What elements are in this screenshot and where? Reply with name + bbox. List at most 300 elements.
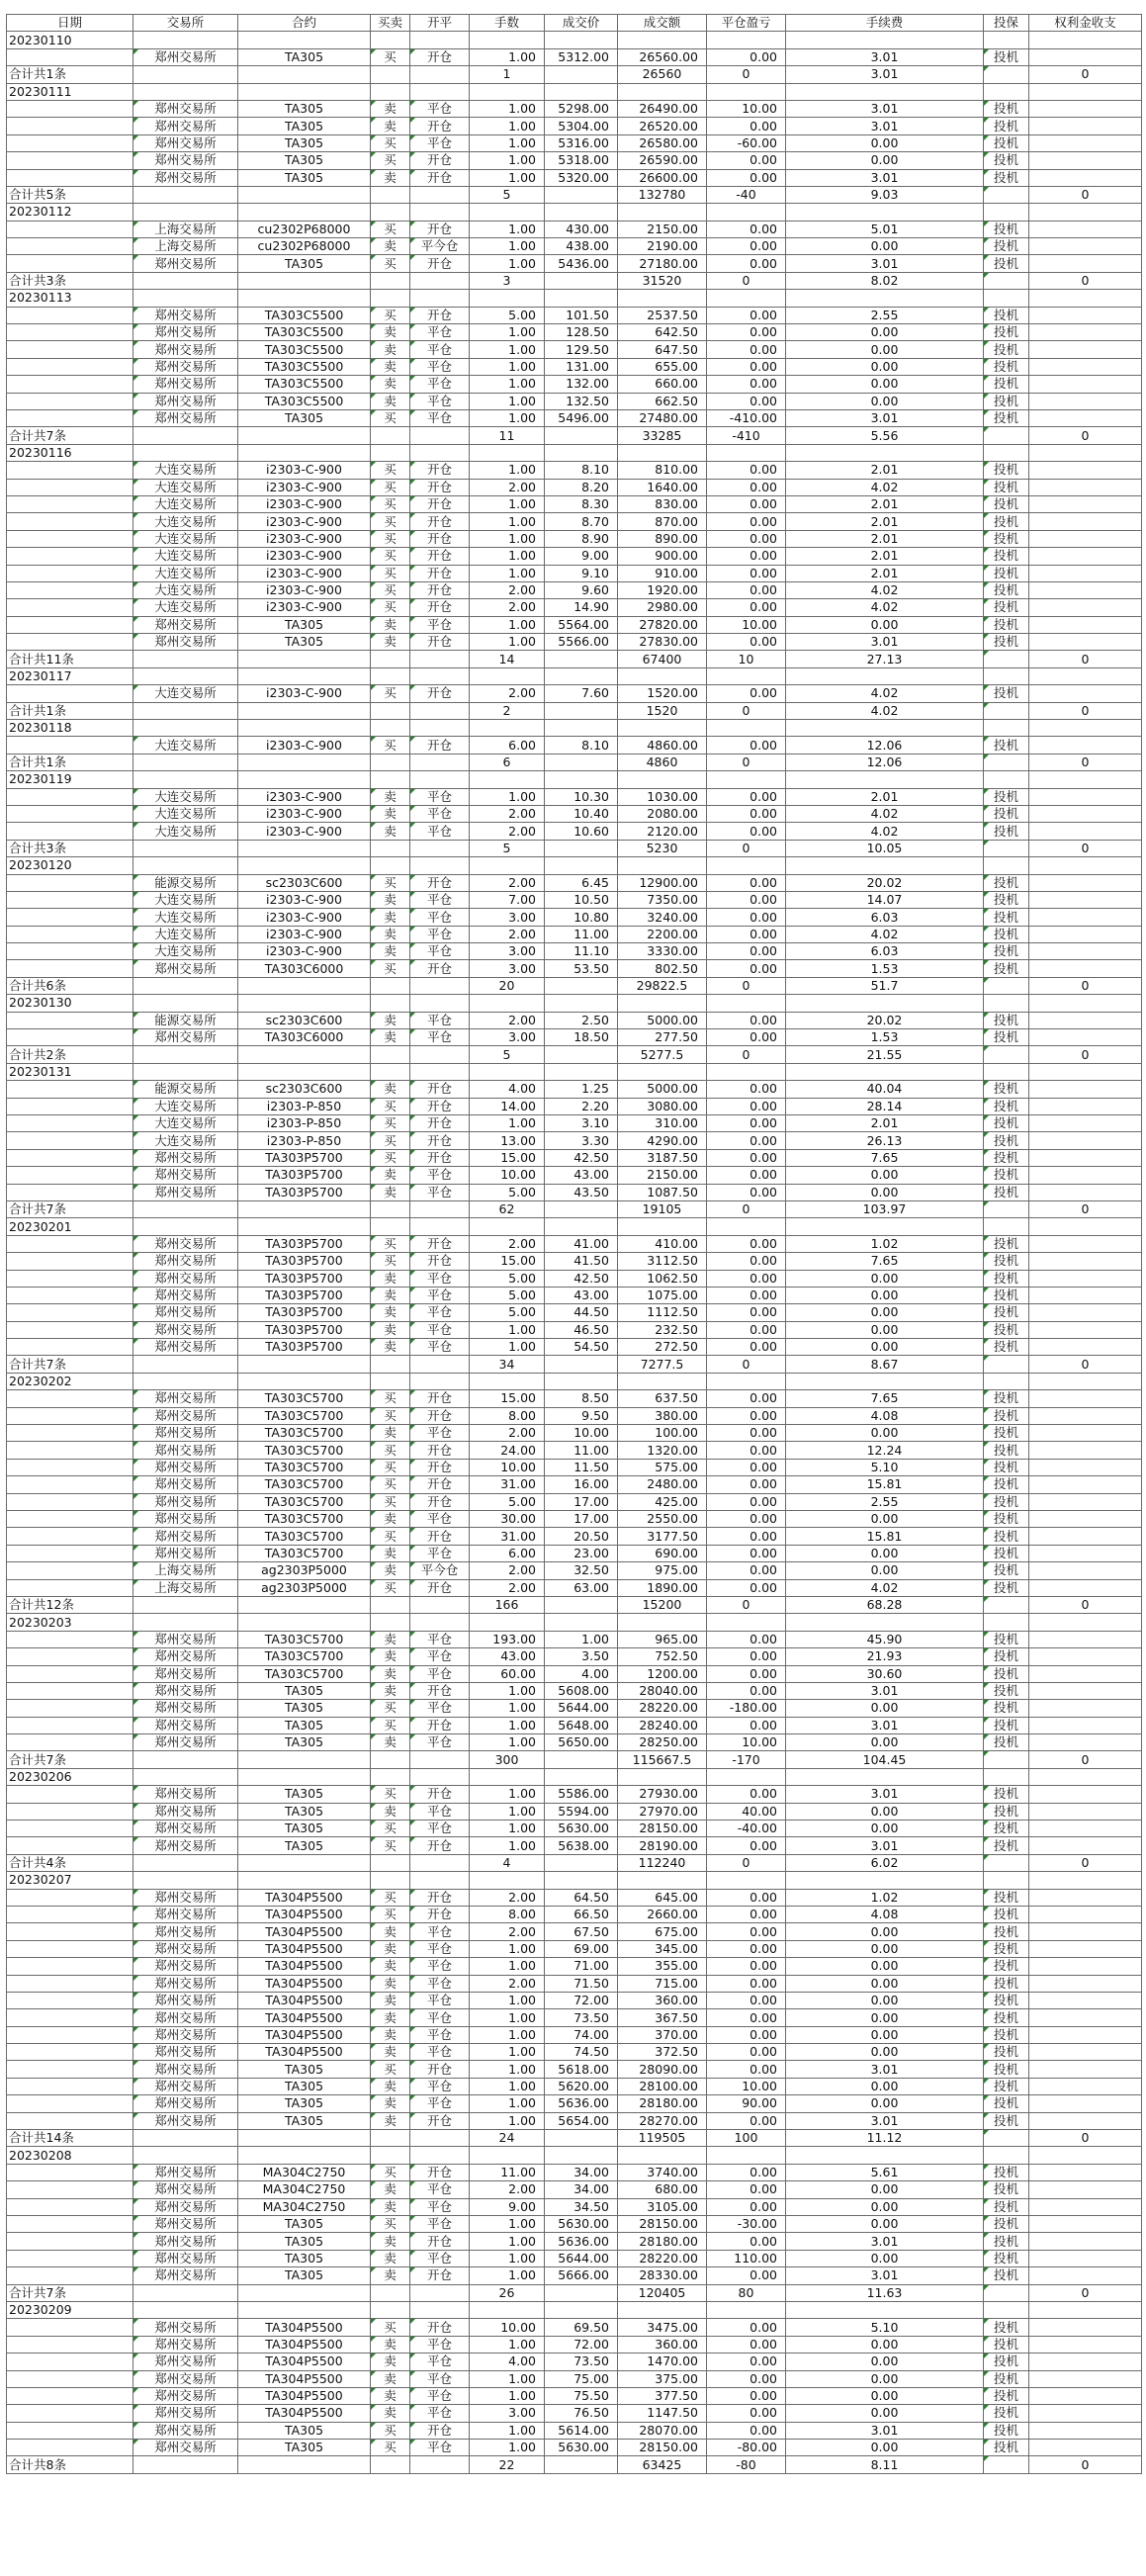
lots-cell: 1.00 bbox=[470, 2216, 545, 2233]
empty-cell bbox=[371, 1373, 410, 1389]
pnl-cell: 0.00 bbox=[707, 1115, 786, 1132]
lots-cell: 1.00 bbox=[470, 2026, 545, 2043]
pnl-cell: 0.00 bbox=[707, 479, 786, 495]
amount-cell: 272.50 bbox=[618, 1339, 707, 1356]
date-cell bbox=[7, 1906, 133, 1922]
openclose-cell: 平仓 bbox=[410, 1975, 470, 1992]
date-cell bbox=[7, 2198, 133, 2215]
lots-cell: 1.00 bbox=[470, 1786, 545, 1803]
contract-cell: i2303-C-900 bbox=[238, 599, 371, 616]
buysell-cell: 买 bbox=[371, 48, 410, 65]
openclose-cell: 开仓 bbox=[410, 169, 470, 186]
empty-cell bbox=[618, 83, 707, 100]
openclose-cell: 平仓 bbox=[410, 1734, 470, 1751]
hedge-cell: 投机 bbox=[984, 960, 1029, 977]
empty-cell bbox=[786, 1373, 984, 1389]
contract-cell: TA303C5700 bbox=[238, 1425, 371, 1442]
fee-cell: 1.02 bbox=[786, 1889, 984, 1906]
amount-cell: 2150.00 bbox=[618, 1167, 707, 1184]
pnl-cell: 0.00 bbox=[707, 2044, 786, 2061]
table-row bbox=[7, 100, 1142, 117]
premium-cell bbox=[1029, 2078, 1142, 2094]
openclose-cell: 开仓 bbox=[410, 1132, 470, 1149]
empty-cell bbox=[984, 1614, 1029, 1631]
empty-cell bbox=[707, 1373, 786, 1389]
table-row bbox=[7, 2216, 1142, 2233]
table-row bbox=[7, 2354, 1142, 2370]
premium-cell bbox=[1029, 462, 1142, 479]
col-price-header: 成交价 bbox=[545, 15, 618, 32]
hedge-cell: 投机 bbox=[984, 909, 1029, 926]
buysell-cell: 卖 bbox=[371, 2198, 410, 2215]
group-date: 20230117 bbox=[7, 667, 133, 684]
empty-cell bbox=[1029, 1872, 1142, 1889]
empty-cell bbox=[618, 1768, 707, 1785]
price-cell: 71.00 bbox=[545, 1958, 618, 1975]
lots-cell: 2.00 bbox=[470, 1425, 545, 1442]
subtotal-amount: 67400 bbox=[618, 651, 707, 667]
premium-cell bbox=[1029, 1459, 1142, 1475]
contract-cell: TA304P5500 bbox=[238, 2044, 371, 2061]
price-cell: 23.00 bbox=[545, 1545, 618, 1561]
price-cell: 1.00 bbox=[545, 1631, 618, 1647]
hedge-cell: 投机 bbox=[984, 152, 1029, 169]
amount-cell: 3105.00 bbox=[618, 2198, 707, 2215]
amount-cell: 802.50 bbox=[618, 960, 707, 977]
premium-cell bbox=[1029, 152, 1142, 169]
empty-cell bbox=[618, 1373, 707, 1389]
fee-cell: 0.00 bbox=[786, 376, 984, 393]
buysell-cell: 买 bbox=[371, 2440, 410, 2456]
table-row bbox=[7, 513, 1142, 530]
empty-cell bbox=[133, 66, 238, 83]
buysell-cell: 卖 bbox=[371, 1923, 410, 1940]
table-row bbox=[7, 1648, 1142, 1665]
hedge-cell: 投机 bbox=[984, 238, 1029, 255]
date-cell bbox=[7, 1012, 133, 1028]
subtotal-label: 合计共7条 bbox=[7, 1356, 133, 1373]
pnl-cell: 0.00 bbox=[707, 2181, 786, 2198]
empty-cell bbox=[371, 1751, 410, 1768]
subtotal-row bbox=[7, 272, 1142, 289]
group-date: 20230131 bbox=[7, 1063, 133, 1080]
fee-cell: 12.06 bbox=[786, 737, 984, 754]
buysell-cell: 买 bbox=[371, 2061, 410, 2078]
date-cell bbox=[7, 100, 133, 117]
contract-cell: TA303P5700 bbox=[238, 1339, 371, 1356]
amount-cell: 367.50 bbox=[618, 2009, 707, 2026]
subtotal-row bbox=[7, 754, 1142, 770]
exchange-cell: 大连交易所 bbox=[133, 495, 238, 512]
lots-cell: 7.00 bbox=[470, 891, 545, 908]
openclose-cell: 开仓 bbox=[410, 1149, 470, 1166]
fee-cell: 30.60 bbox=[786, 1665, 984, 1682]
table-row bbox=[7, 2095, 1142, 2112]
contract-cell: TA305 bbox=[238, 100, 371, 117]
pnl-cell: 0.00 bbox=[707, 513, 786, 530]
premium-cell bbox=[1029, 238, 1142, 255]
amount-cell: 870.00 bbox=[618, 513, 707, 530]
price-cell: 10.60 bbox=[545, 823, 618, 840]
premium-cell bbox=[1029, 1992, 1142, 2008]
empty-cell bbox=[545, 2456, 618, 2473]
subtotal-premium: 0 bbox=[1029, 66, 1142, 83]
exchange-cell: 郑州交易所 bbox=[133, 2422, 238, 2439]
empty-cell bbox=[133, 32, 238, 48]
col-fee-header: 手续费 bbox=[786, 15, 984, 32]
table-row bbox=[7, 805, 1142, 822]
lots-cell: 1.00 bbox=[470, 376, 545, 393]
empty-cell bbox=[618, 720, 707, 737]
contract-cell: sc2303C600 bbox=[238, 1012, 371, 1028]
buysell-cell: 卖 bbox=[371, 823, 410, 840]
contract-cell: TA304P5500 bbox=[238, 2319, 371, 2336]
openclose-cell: 平仓 bbox=[410, 2387, 470, 2404]
exchange-cell: 郑州交易所 bbox=[133, 1253, 238, 1270]
fee-cell: 7.65 bbox=[786, 1149, 984, 1166]
subtotal-pnl: -80 bbox=[707, 2456, 786, 2473]
buysell-cell: 买 bbox=[371, 2422, 410, 2439]
empty-cell bbox=[470, 2301, 545, 2318]
contract-cell: TA303C5700 bbox=[238, 1442, 371, 1459]
openclose-cell: 开仓 bbox=[410, 565, 470, 581]
empty-cell bbox=[371, 995, 410, 1012]
fee-cell: 15.81 bbox=[786, 1476, 984, 1493]
subtotal-fee: 27.13 bbox=[786, 651, 984, 667]
hedge-cell: 投机 bbox=[984, 616, 1029, 633]
date-cell bbox=[7, 1235, 133, 1252]
buysell-cell: 买 bbox=[371, 2164, 410, 2180]
openclose-cell: 平仓 bbox=[410, 1648, 470, 1665]
fee-cell: 3.01 bbox=[786, 2422, 984, 2439]
amount-cell: 642.50 bbox=[618, 324, 707, 341]
subtotal-fee: 5.56 bbox=[786, 427, 984, 444]
premium-cell bbox=[1029, 1837, 1142, 1854]
table-row bbox=[7, 2026, 1142, 2043]
price-cell: 4.00 bbox=[545, 1665, 618, 1682]
lots-cell: 1.00 bbox=[470, 1734, 545, 1751]
subtotal-lots: 300 bbox=[470, 1751, 545, 1768]
amount-cell: 375.00 bbox=[618, 2370, 707, 2387]
contract-cell: TA304P5500 bbox=[238, 1906, 371, 1922]
contract-cell: TA303P5700 bbox=[238, 1149, 371, 1166]
table-row bbox=[7, 1304, 1142, 1321]
price-cell: 5666.00 bbox=[545, 2267, 618, 2284]
pnl-cell: 0.00 bbox=[707, 1304, 786, 1321]
date-cell bbox=[7, 1786, 133, 1803]
empty-cell bbox=[371, 1063, 410, 1080]
hedge-cell: 投机 bbox=[984, 479, 1029, 495]
date-cell bbox=[7, 1132, 133, 1149]
exchange-cell: 大连交易所 bbox=[133, 581, 238, 598]
fee-cell: 2.55 bbox=[786, 1493, 984, 1510]
buysell-cell: 卖 bbox=[371, 2112, 410, 2129]
pnl-cell: 0.00 bbox=[707, 909, 786, 926]
pnl-cell: 0.00 bbox=[707, 1167, 786, 1184]
empty-cell bbox=[133, 1200, 238, 1217]
empty-cell bbox=[984, 32, 1029, 48]
pnl-cell: 0.00 bbox=[707, 495, 786, 512]
subtotal-hedge bbox=[984, 1200, 1029, 1217]
date-group-row bbox=[7, 32, 1142, 48]
exchange-cell: 郑州交易所 bbox=[133, 1992, 238, 2008]
hedge-cell: 投机 bbox=[984, 823, 1029, 840]
fee-cell: 45.90 bbox=[786, 1631, 984, 1647]
contract-cell: TA305 bbox=[238, 1700, 371, 1717]
contract-cell: i2303-P-850 bbox=[238, 1132, 371, 1149]
lots-cell: 2.00 bbox=[470, 1889, 545, 1906]
empty-cell bbox=[371, 2147, 410, 2164]
price-cell: 5608.00 bbox=[545, 1682, 618, 1699]
date-group-row bbox=[7, 1063, 1142, 1080]
subtotal-fee: 11.12 bbox=[786, 2130, 984, 2147]
openclose-cell: 开仓 bbox=[410, 1253, 470, 1270]
date-cell bbox=[7, 2112, 133, 2129]
fee-cell: 0.00 bbox=[786, 2354, 984, 2370]
price-cell: 129.50 bbox=[545, 341, 618, 358]
pnl-cell: 0.00 bbox=[707, 2422, 786, 2439]
premium-cell bbox=[1029, 1528, 1142, 1545]
premium-cell bbox=[1029, 2440, 1142, 2456]
hedge-cell: 投机 bbox=[984, 1476, 1029, 1493]
fee-cell: 12.24 bbox=[786, 1442, 984, 1459]
date-group-row bbox=[7, 995, 1142, 1012]
lots-cell: 13.00 bbox=[470, 1132, 545, 1149]
hedge-cell: 投机 bbox=[984, 1821, 1029, 1837]
subtotal-premium: 0 bbox=[1029, 2456, 1142, 2473]
exchange-cell: 郑州交易所 bbox=[133, 1184, 238, 1200]
date-cell bbox=[7, 2216, 133, 2233]
buysell-cell: 卖 bbox=[371, 1304, 410, 1321]
empty-cell bbox=[545, 720, 618, 737]
empty-cell bbox=[545, 2301, 618, 2318]
subtotal-lots: 14 bbox=[470, 651, 545, 667]
openclose-cell: 平仓 bbox=[410, 1940, 470, 1957]
fee-cell: 0.00 bbox=[786, 2026, 984, 2043]
fee-cell: 0.00 bbox=[786, 2250, 984, 2266]
empty-cell bbox=[1029, 995, 1142, 1012]
empty-cell bbox=[371, 2301, 410, 2318]
contract-cell: TA303C5500 bbox=[238, 393, 371, 409]
fee-cell: 4.08 bbox=[786, 1407, 984, 1424]
amount-cell: 310.00 bbox=[618, 1115, 707, 1132]
contract-cell: TA305 bbox=[238, 2422, 371, 2439]
amount-cell: 28150.00 bbox=[618, 2440, 707, 2456]
pnl-cell: 0.00 bbox=[707, 891, 786, 908]
buysell-cell: 卖 bbox=[371, 788, 410, 805]
hedge-cell: 投机 bbox=[984, 1339, 1029, 1356]
pnl-cell: 0.00 bbox=[707, 1098, 786, 1114]
empty-cell bbox=[133, 1356, 238, 1373]
premium-cell bbox=[1029, 1390, 1142, 1407]
subtotal-row bbox=[7, 2284, 1142, 2301]
fee-cell: 3.01 bbox=[786, 48, 984, 65]
fee-cell: 0.00 bbox=[786, 1270, 984, 1287]
table-row bbox=[7, 1235, 1142, 1252]
buysell-cell: 卖 bbox=[371, 1562, 410, 1579]
empty-cell bbox=[410, 1046, 470, 1063]
table-row bbox=[7, 462, 1142, 479]
price-cell: 8.70 bbox=[545, 513, 618, 530]
premium-cell bbox=[1029, 1029, 1142, 1046]
group-date: 20230120 bbox=[7, 857, 133, 874]
subtotal-fee: 12.06 bbox=[786, 754, 984, 770]
openclose-cell: 平仓 bbox=[410, 1803, 470, 1820]
pnl-cell: 0.00 bbox=[707, 1012, 786, 1028]
date-cell bbox=[7, 1493, 133, 1510]
lots-cell: 1.00 bbox=[470, 2009, 545, 2026]
subtotal-amount: 29822.5 bbox=[618, 977, 707, 994]
contract-cell: TA305 bbox=[238, 2078, 371, 2094]
group-date: 20230209 bbox=[7, 2301, 133, 2318]
openclose-cell: 平仓 bbox=[410, 909, 470, 926]
fee-cell: 5.01 bbox=[786, 221, 984, 237]
buysell-cell: 买 bbox=[371, 479, 410, 495]
amount-cell: 2200.00 bbox=[618, 926, 707, 942]
price-cell: 132.00 bbox=[545, 376, 618, 393]
price-cell: 43.00 bbox=[545, 1287, 618, 1303]
table-row bbox=[7, 1459, 1142, 1475]
empty-cell bbox=[545, 83, 618, 100]
empty-cell bbox=[238, 771, 371, 788]
fee-cell: 1.53 bbox=[786, 1029, 984, 1046]
exchange-cell: 郑州交易所 bbox=[133, 1889, 238, 1906]
amount-cell: 3740.00 bbox=[618, 2164, 707, 2180]
amount-cell: 662.50 bbox=[618, 393, 707, 409]
pnl-cell: 0.00 bbox=[707, 152, 786, 169]
empty-cell bbox=[618, 290, 707, 307]
hedge-cell: 投机 bbox=[984, 1975, 1029, 1992]
openclose-cell: 开仓 bbox=[410, 2164, 470, 2180]
premium-cell bbox=[1029, 565, 1142, 581]
empty-cell bbox=[238, 204, 371, 221]
hedge-cell: 投机 bbox=[984, 2405, 1029, 2422]
contract-cell: TA305 bbox=[238, 1717, 371, 1733]
subtotal-row bbox=[7, 1854, 1142, 1871]
fee-cell: 0.00 bbox=[786, 1975, 984, 1992]
table-row bbox=[7, 393, 1142, 409]
empty-cell bbox=[786, 2147, 984, 2164]
amount-cell: 27970.00 bbox=[618, 1803, 707, 1820]
amount-cell: 810.00 bbox=[618, 462, 707, 479]
contract-cell: TA305 bbox=[238, 118, 371, 134]
empty-cell bbox=[133, 754, 238, 770]
exchange-cell: 郑州交易所 bbox=[133, 2267, 238, 2284]
lots-cell: 2.00 bbox=[470, 1012, 545, 1028]
contract-cell: TA305 bbox=[238, 1803, 371, 1820]
price-cell: 1.25 bbox=[545, 1081, 618, 1098]
amount-cell: 5000.00 bbox=[618, 1012, 707, 1028]
openclose-cell: 开仓 bbox=[410, 1459, 470, 1475]
pnl-cell: 0.00 bbox=[707, 581, 786, 598]
pnl-cell: 0.00 bbox=[707, 324, 786, 341]
exchange-cell: 郑州交易所 bbox=[133, 2181, 238, 2198]
buysell-cell: 卖 bbox=[371, 943, 410, 960]
table-row bbox=[7, 1167, 1142, 1184]
contract-cell: TA305 bbox=[238, 169, 371, 186]
subtotal-fee: 3.01 bbox=[786, 66, 984, 83]
premium-cell bbox=[1029, 2112, 1142, 2129]
table-row bbox=[7, 581, 1142, 598]
lots-cell: 1.00 bbox=[470, 2250, 545, 2266]
subtotal-pnl: 0 bbox=[707, 1200, 786, 1217]
date-cell bbox=[7, 238, 133, 255]
price-cell: 5618.00 bbox=[545, 2061, 618, 2078]
exchange-cell: 郑州交易所 bbox=[133, 960, 238, 977]
subtotal-hedge bbox=[984, 1596, 1029, 1613]
empty-cell bbox=[371, 1356, 410, 1373]
table-row bbox=[7, 926, 1142, 942]
price-cell: 2.50 bbox=[545, 1012, 618, 1028]
hedge-cell: 投机 bbox=[984, 805, 1029, 822]
price-cell: 5630.00 bbox=[545, 2440, 618, 2456]
amount-cell: 28330.00 bbox=[618, 2267, 707, 2284]
empty-cell bbox=[1029, 1218, 1142, 1235]
empty-cell bbox=[545, 651, 618, 667]
subtotal-lots: 6 bbox=[470, 754, 545, 770]
date-cell bbox=[7, 358, 133, 375]
hedge-cell: 投机 bbox=[984, 1287, 1029, 1303]
empty-cell bbox=[410, 1768, 470, 1785]
empty-cell bbox=[707, 290, 786, 307]
empty-cell bbox=[470, 2147, 545, 2164]
empty-cell bbox=[1029, 1373, 1142, 1389]
empty-cell bbox=[545, 1854, 618, 1871]
table-row bbox=[7, 1425, 1142, 1442]
table-row bbox=[7, 358, 1142, 375]
amount-cell: 28090.00 bbox=[618, 2061, 707, 2078]
table-row bbox=[7, 169, 1142, 186]
openclose-cell: 平仓 bbox=[410, 376, 470, 393]
premium-cell bbox=[1029, 737, 1142, 754]
empty-cell bbox=[707, 83, 786, 100]
price-cell: 17.00 bbox=[545, 1510, 618, 1527]
fee-cell: 0.00 bbox=[786, 1321, 984, 1338]
group-date: 20230202 bbox=[7, 1373, 133, 1389]
pnl-cell: 0.00 bbox=[707, 1786, 786, 1803]
pnl-cell: 40.00 bbox=[707, 1803, 786, 1820]
contract-cell: i2303-C-900 bbox=[238, 788, 371, 805]
empty-cell bbox=[618, 1218, 707, 1235]
exchange-cell: 郑州交易所 bbox=[133, 1442, 238, 1459]
empty-cell bbox=[618, 771, 707, 788]
empty-cell bbox=[1029, 1768, 1142, 1785]
empty-cell bbox=[618, 667, 707, 684]
subtotal-premium: 0 bbox=[1029, 272, 1142, 289]
openclose-cell: 平仓 bbox=[410, 2181, 470, 2198]
date-cell bbox=[7, 221, 133, 237]
hedge-cell: 投机 bbox=[984, 324, 1029, 341]
buysell-cell: 买 bbox=[371, 1149, 410, 1166]
hedge-cell: 投机 bbox=[984, 2044, 1029, 2061]
exchange-cell: 大连交易所 bbox=[133, 926, 238, 942]
date-cell bbox=[7, 462, 133, 479]
pnl-cell: 0.00 bbox=[707, 685, 786, 702]
subtotal-lots: 24 bbox=[470, 2130, 545, 2147]
date-cell bbox=[7, 2061, 133, 2078]
pnl-cell: 0.00 bbox=[707, 805, 786, 822]
date-group-row bbox=[7, 1614, 1142, 1631]
amount-cell: 28070.00 bbox=[618, 2422, 707, 2439]
subtotal-lots: 2 bbox=[470, 702, 545, 719]
lots-cell: 14.00 bbox=[470, 1098, 545, 1114]
col-contract-header: 合约 bbox=[238, 15, 371, 32]
amount-cell: 4860.00 bbox=[618, 737, 707, 754]
lots-cell: 1.00 bbox=[470, 1992, 545, 2008]
subtotal-fee: 10.05 bbox=[786, 840, 984, 856]
empty-cell bbox=[618, 2147, 707, 2164]
fee-cell: 0.00 bbox=[786, 1803, 984, 1820]
